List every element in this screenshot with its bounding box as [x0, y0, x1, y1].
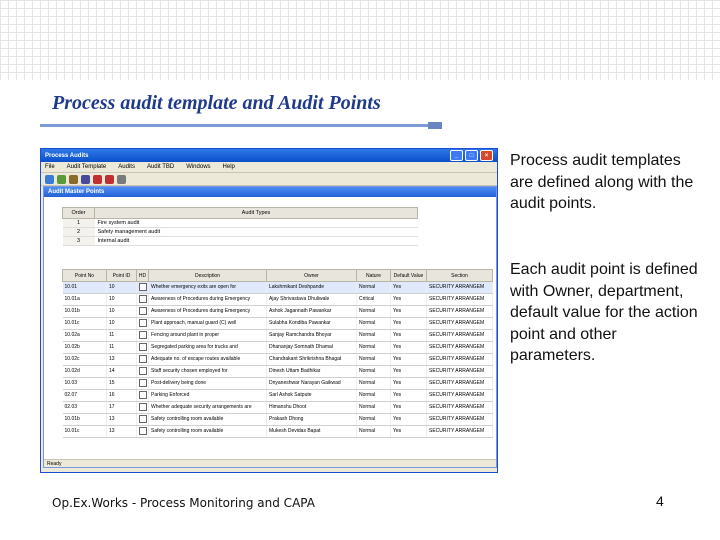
- cell-point-no: 10.02c: [63, 354, 107, 366]
- cell-hd: [137, 294, 149, 306]
- cell-default-value: Yes: [391, 342, 427, 354]
- column-header-owner[interactable]: Owner: [267, 270, 357, 282]
- cell-hd: [137, 426, 149, 438]
- page-number: 4: [656, 493, 664, 509]
- cell-description: Whether adequate security arrangements are: [149, 402, 267, 414]
- window-title: Process Audits: [45, 152, 89, 159]
- cell-owner: Dnyaneshwar Narayan Gaikwad: [267, 378, 357, 390]
- cell-section: SECURITY ARRANGEM: [427, 366, 493, 378]
- cell-default-value: Yes: [391, 294, 427, 306]
- cell-nature: Normal: [357, 414, 391, 426]
- cell-default-value: Yes: [391, 354, 427, 366]
- toolbar: [41, 173, 497, 186]
- cell-owner: Dhananjay Somnath Dhamal: [267, 342, 357, 354]
- cell-description: Whether emergency exits are open for: [149, 282, 267, 294]
- description-paragraph-audit-points: Each audit point is defined with Owner, department, default value for the action point and other parameters.: [510, 261, 698, 364]
- checkbox[interactable]: [139, 415, 147, 423]
- cell-nature: Normal: [357, 318, 391, 330]
- cell-description: Safety controlling room available: [149, 414, 267, 426]
- cell-hd: [137, 378, 149, 390]
- description-paragraph-templates: Process audit templates are defined along with the audit points.: [510, 152, 694, 212]
- table-row[interactable]: [63, 390, 493, 402]
- menu-item-help[interactable]: Help: [222, 164, 235, 170]
- cell-hd: [137, 306, 149, 318]
- cell-default-value: Yes: [391, 366, 427, 378]
- audit-type-name: Safety management audit: [95, 228, 418, 237]
- print-icon[interactable]: [117, 175, 126, 184]
- cell-default-value: Yes: [391, 378, 427, 390]
- cell-point-id: 17: [107, 402, 137, 414]
- table-row[interactable]: [63, 294, 493, 306]
- cell-point-id: 10: [107, 318, 137, 330]
- cell-hd: [137, 366, 149, 378]
- cell-point-no: 10.02b: [63, 342, 107, 354]
- table-row[interactable]: [63, 318, 493, 330]
- title-underline: [40, 124, 428, 127]
- audit-points-table: [62, 269, 493, 438]
- column-header-section[interactable]: Section: [427, 270, 493, 282]
- title-underline-accent: [428, 122, 442, 129]
- column-header-hd[interactable]: HD: [137, 270, 149, 282]
- cell-owner: Chandrakant Shrikrishna Bhagat: [267, 354, 357, 366]
- cell-section: SECURITY ARRANGEM: [427, 318, 493, 330]
- column-header-order[interactable]: Order: [63, 208, 95, 219]
- cell-owner: Mukesh Devidas Bapat: [267, 426, 357, 438]
- table-row[interactable]: [63, 237, 418, 246]
- cell-hd: [137, 414, 149, 426]
- table-row[interactable]: [63, 228, 418, 237]
- maximize-icon[interactable]: □: [465, 150, 478, 161]
- checkbox[interactable]: [139, 355, 147, 363]
- column-header-point-no[interactable]: Point No: [63, 270, 107, 282]
- cell-description: Parking Enforced: [149, 390, 267, 402]
- cell-point-id: 13: [107, 426, 137, 438]
- cell-point-id: 16: [107, 390, 137, 402]
- cell-nature: Normal: [357, 366, 391, 378]
- subwindow-title: Audit Master Points: [48, 189, 105, 195]
- cell-description: Fencing around plant in proper: [149, 330, 267, 342]
- cell-hd: [137, 354, 149, 366]
- cell-nature: Normal: [357, 330, 391, 342]
- cell-owner: Prakash Dhong: [267, 414, 357, 426]
- cell-point-no: 10.02a: [63, 330, 107, 342]
- minimize-icon[interactable]: _: [450, 150, 463, 161]
- window-titlebar[interactable]: [41, 149, 497, 162]
- cell-point-no: 02.07: [63, 390, 107, 402]
- menu-item-audit-tbd[interactable]: Audit TBD: [146, 164, 175, 170]
- cell-point-id: 13: [107, 354, 137, 366]
- cell-section: SECURITY ARRANGEM: [427, 306, 493, 318]
- cell-point-no: 10.01a: [63, 294, 107, 306]
- cell-section: SECURITY ARRANGEM: [427, 426, 493, 438]
- cell-point-id: 11: [107, 330, 137, 342]
- cell-owner: Ajay Shrivastava Dhuliwale: [267, 294, 357, 306]
- cell-point-no: 10.01: [63, 282, 107, 294]
- cell-default-value: Yes: [391, 390, 427, 402]
- cell-section: SECURITY ARRANGEM: [427, 414, 493, 426]
- cell-owner: Lakshmikant Deshpande: [267, 282, 357, 294]
- checkbox[interactable]: [139, 331, 147, 339]
- table-row[interactable]: [63, 354, 493, 366]
- save-icon[interactable]: [81, 175, 90, 184]
- checkbox[interactable]: [139, 283, 147, 291]
- cell-point-id: 15: [107, 378, 137, 390]
- checkbox[interactable]: [139, 307, 147, 315]
- delete-icon[interactable]: [93, 175, 102, 184]
- cell-hd: [137, 330, 149, 342]
- cell-point-no: 02.03: [63, 402, 107, 414]
- checkbox[interactable]: [139, 319, 147, 327]
- cell-section: SECURITY ARRANGEM: [427, 354, 493, 366]
- menu-item-file[interactable]: File: [45, 164, 55, 170]
- cell-point-id: 10: [107, 294, 137, 306]
- cell-section: SECURITY ARRANGEM: [427, 282, 493, 294]
- cell-description: Awareness of Procedures during Emergency: [149, 306, 267, 318]
- cell-nature: Normal: [357, 282, 391, 294]
- grid-background: [0, 0, 720, 80]
- cell-point-no: 10.02d: [63, 366, 107, 378]
- column-header-audit-types[interactable]: Audit Types: [95, 208, 418, 219]
- cell-description: Awareness of Procedures during Emergency: [149, 294, 267, 306]
- cell-point-no: 10.01b: [63, 306, 107, 318]
- status-bar: Ready: [44, 459, 496, 467]
- cell-owner: Dinesh Uttam Badhikar: [267, 366, 357, 378]
- cell-hd: [137, 342, 149, 354]
- cell-section: SECURITY ARRANGEM: [427, 342, 493, 354]
- cell-nature: Critical: [357, 294, 391, 306]
- table-row[interactable]: [63, 219, 418, 228]
- table-row[interactable]: [63, 330, 493, 342]
- audit-types-table: [62, 207, 418, 246]
- column-header-point-id[interactable]: Point ID: [107, 270, 137, 282]
- table-row[interactable]: [63, 426, 493, 438]
- table-row[interactable]: [63, 366, 493, 378]
- cell-hd: [137, 402, 149, 414]
- cell-default-value: Yes: [391, 402, 427, 414]
- cell-point-id: 10: [107, 282, 137, 294]
- audit-type-name: Fire system audit: [95, 219, 418, 228]
- cell-hd: [137, 318, 149, 330]
- cell-nature: Normal: [357, 402, 391, 414]
- footer-text: Op.Ex.Works - Process Monitoring and CAPA: [52, 496, 315, 510]
- audit-master-points-window: [43, 186, 497, 468]
- audit-type-order: 1: [63, 219, 95, 228]
- cell-default-value: Yes: [391, 426, 427, 438]
- cell-hd: [137, 390, 149, 402]
- table-row[interactable]: [63, 378, 493, 390]
- cell-description: Plant approach, manual guard (C) well: [149, 318, 267, 330]
- menu-item-audits[interactable]: Audits: [118, 164, 135, 170]
- audit-type-order: 2: [63, 228, 95, 237]
- checkbox[interactable]: [139, 379, 147, 387]
- table-row[interactable]: [63, 342, 493, 354]
- cell-section: SECURITY ARRANGEM: [427, 330, 493, 342]
- audit-type-name: Internal audit: [95, 237, 418, 246]
- new-icon[interactable]: [45, 175, 54, 184]
- cell-nature: Normal: [357, 378, 391, 390]
- edit-icon[interactable]: [57, 175, 66, 184]
- cell-owner: Sulabha Kondiba Pawankar: [267, 318, 357, 330]
- column-header-nature[interactable]: Nature: [357, 270, 391, 282]
- cell-nature: Normal: [357, 426, 391, 438]
- column-header-description[interactable]: Description: [149, 270, 267, 282]
- table-row[interactable]: [63, 414, 493, 426]
- cell-default-value: Yes: [391, 318, 427, 330]
- cell-point-id: 10: [107, 306, 137, 318]
- cell-description: Staff security chosen employed for: [149, 366, 267, 378]
- table-row[interactable]: [63, 402, 493, 414]
- open-icon[interactable]: [69, 175, 78, 184]
- close-icon[interactable]: ×: [480, 150, 493, 161]
- subwindow-titlebar[interactable]: [44, 187, 496, 197]
- cell-default-value: Yes: [391, 306, 427, 318]
- table-row[interactable]: [63, 282, 493, 294]
- cell-default-value: Yes: [391, 414, 427, 426]
- menu-bar: [41, 162, 497, 173]
- cell-owner: Sanjay Ramchandra Bhoyar: [267, 330, 357, 342]
- cell-nature: Normal: [357, 390, 391, 402]
- cell-default-value: Yes: [391, 282, 427, 294]
- cell-description: Segregated parking area for trucks and: [149, 342, 267, 354]
- cell-nature: Normal: [357, 354, 391, 366]
- cell-owner: Sarl Ashok Satpute: [267, 390, 357, 402]
- cell-section: SECURITY ARRANGEM: [427, 294, 493, 306]
- cell-description: Post-delivery being done: [149, 378, 267, 390]
- cell-point-no: 10.01c: [63, 318, 107, 330]
- menu-item-windows[interactable]: Windows: [186, 164, 211, 170]
- cell-nature: Normal: [357, 342, 391, 354]
- cell-point-id: 13: [107, 414, 137, 426]
- audit-type-order: 3: [63, 237, 95, 246]
- cell-point-no: 10.01b: [63, 414, 107, 426]
- cell-point-id: 11: [107, 342, 137, 354]
- checkbox[interactable]: [139, 343, 147, 351]
- cancel-icon[interactable]: [105, 175, 114, 184]
- cell-description: Safety controlling room available: [149, 426, 267, 438]
- cell-default-value: Yes: [391, 330, 427, 342]
- cell-owner: Ashok Jagannath Pawankar: [267, 306, 357, 318]
- checkbox[interactable]: [139, 295, 147, 303]
- cell-point-no: 10.03: [63, 378, 107, 390]
- cell-point-id: 14: [107, 366, 137, 378]
- cell-nature: Normal: [357, 306, 391, 318]
- column-header-default-value[interactable]: Default Value: [391, 270, 427, 282]
- slide-title: Process audit template and Audit Points: [52, 92, 381, 114]
- checkbox[interactable]: [139, 367, 147, 375]
- menu-item-audit-template[interactable]: Audit Template: [66, 164, 107, 170]
- cell-owner: Himanshu Dhoot: [267, 402, 357, 414]
- checkbox[interactable]: [139, 403, 147, 411]
- checkbox[interactable]: [139, 391, 147, 399]
- cell-description: Adequate no. of escape routes available: [149, 354, 267, 366]
- app-window: [40, 148, 498, 473]
- cell-section: SECURITY ARRANGEM: [427, 402, 493, 414]
- cell-section: SECURITY ARRANGEM: [427, 390, 493, 402]
- checkbox[interactable]: [139, 427, 147, 435]
- table-row[interactable]: [63, 306, 493, 318]
- cell-point-no: 10.01c: [63, 426, 107, 438]
- cell-section: SECURITY ARRANGEM: [427, 378, 493, 390]
- cell-hd: [137, 282, 149, 294]
